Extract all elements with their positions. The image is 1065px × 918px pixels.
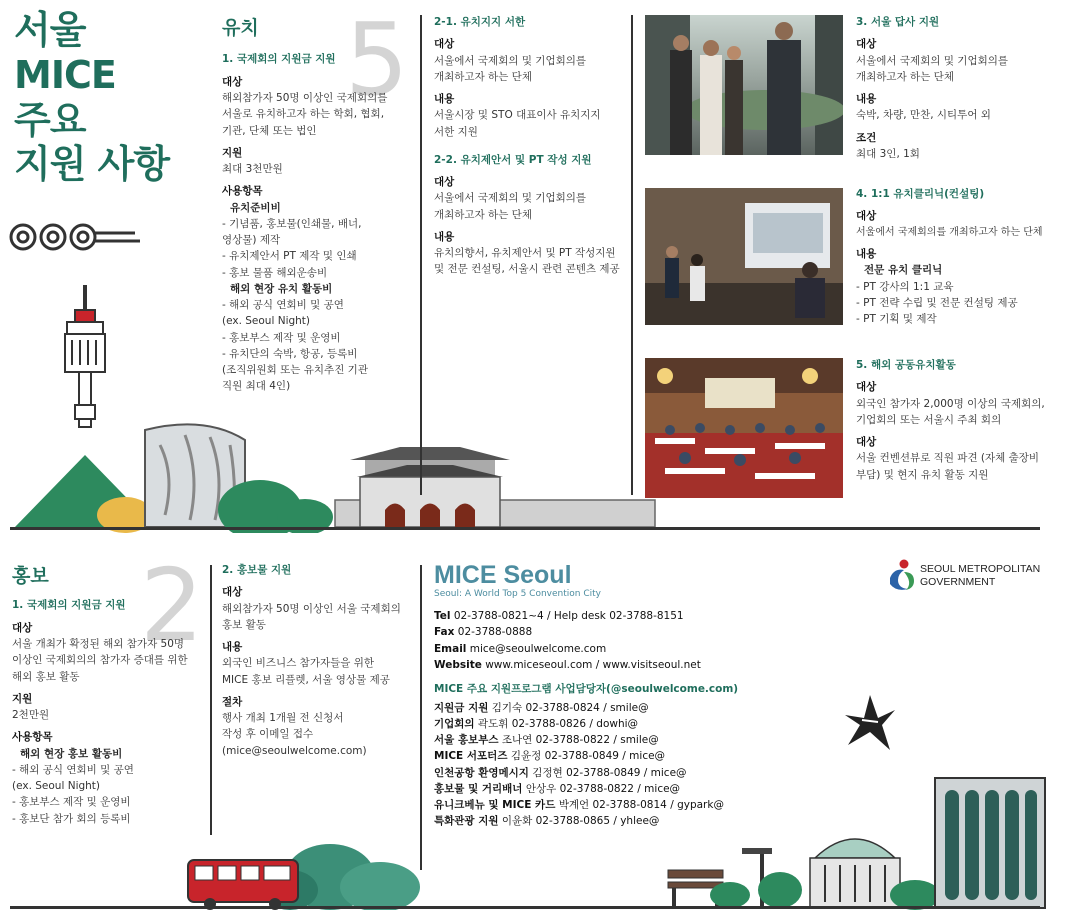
section-number: 5 [345, 1, 409, 118]
website-line: Website www.miceseoul.com / www.visitseoul.net [434, 658, 701, 671]
column-divider [420, 15, 422, 495]
column-divider [631, 15, 633, 495]
consulting-photo [645, 188, 843, 325]
national-assembly-illustration [660, 770, 1060, 910]
bid-column-3a: 3. 서울 답사 지원 대상 서울에서 국제회의 및 기업회의를 개최하고자 하는 단체 내용 숙박, 차량, 만찬, 시티투어 외 조건 최대 3인, 1회 [856, 16, 1009, 160]
manager-row: 홍보물 및 거리배너 안상우 02-3788-0822 / mice@ [434, 782, 681, 795]
bid-column-2: 2-1. 유치지지 서한 대상 서울에서 국제회의 및 기업회의를 개최하고자 하는 단체 내용 서울시장 및 STO 대표이사 유치지지 서한 지원 2-2. 유치제안서 및 PT 작성 지원 대상 서울에서 국제회의 및 기업회의를 개최하고자 하는 단체 내용 유치의향서, 유치제안서 및 PT 작성지원 및 전문 컨설팅, 서울시 관련 콘텐츠 제공 [434, 16, 620, 276]
column-divider [210, 565, 212, 835]
cloud-icon [11, 225, 140, 249]
managers-title: MICE 주요 지원프로그램 사업담당자(@seoulwelcome.com) [434, 683, 739, 696]
bird-icon [840, 690, 900, 760]
fax-line: Fax 02-3788-0888 [434, 626, 533, 639]
bid-column-3b: 4. 1:1 유치클리닉(컨설팅) 대상 서울에서 국제회의를 개최하고자 하는 단체 내용 전문 유치 클리닉 - PT 강사의 1:1 교육 - PT 전략 수립 및 전문 컨설팅 제공 - PT 기획 및 제작 [856, 188, 1043, 326]
bus-illustration [180, 832, 430, 910]
namdaemun-gate-icon [335, 447, 655, 527]
bottom-divider [10, 906, 1040, 909]
section-divider [10, 527, 1040, 530]
mice-seoul-logo: MICE Seoul [434, 561, 572, 589]
tagline: Seoul: A World Top 5 Convention City [434, 589, 601, 600]
manager-row: 인천공항 환영메시지 김정현 02-3788-0849 / mice@ [434, 766, 687, 779]
section-title: 홍보 [12, 565, 49, 587]
label: 대상 [222, 75, 243, 88]
tall-building-icon [935, 778, 1045, 908]
manager-row: MICE 서포터즈 김윤정 02-3788-0849 / mice@ [434, 750, 666, 763]
bid-column-1: 유치 1. 국제회의 지원금 지원 대상 해외참가자 50명 이상인 국제회의를 서울로 유치하고자 하는 학회, 협회, 기관, 단체 또는 법인 지원 최대 3천만원 사용항목 유치준비비 - 기념품, 홍보물(인쇄물, 배너, 영상물) 제작 - 유치제안서 PT 제작 및 인쇄 - 홍보 물품 해외운송비 해외 현장 유치 활동비 - 해외 공식 연회비 및 공연 (ex. Seoul Night) - 홍보부스 제작 및 운영비 - 유치단의 숙박, 항공, 등록비 (조직위원회 또는 유치추진 기관 직원 최대 4인) [222, 14, 412, 395]
manager-row: 기업회의 곽도휘 02-3788-0826 / dowhi@ [434, 717, 639, 730]
seoul-government-logo: SEOUL METROPOLITAN GOVERNMENT [884, 558, 1054, 594]
page-title: 서울 MICE 주요 지원 사항 [14, 8, 170, 187]
subsection-title: 1. 국제회의 지원금 지원 [222, 53, 336, 66]
website-link[interactable]: www.miceseoul.com / www.visitseoul.net [485, 658, 701, 671]
section-number: 2 [140, 547, 204, 664]
email-link[interactable]: mice@seoulwelcome.com [469, 642, 607, 655]
manager-row: 서울 홍보부스 조나연 02-3788-0822 / smile@ [434, 734, 659, 747]
manager-row: 지원금 지원 김기숙 02-3788-0824 / smile@ [434, 701, 649, 714]
email-line: Email mice@seoulwelcome.com [434, 642, 607, 655]
column-divider [420, 565, 422, 870]
bus-icon [188, 860, 298, 910]
conference-photo [645, 358, 843, 498]
manager-row: 유니크베뉴 및 MICE 카드 박계언 02-3788-0814 / gypark@ [434, 799, 724, 812]
bid-column-3c: 5. 해외 공동유치활동 대상 외국인 참가자 2,000명 이상의 국제회의, 기업회의 또는 서울시 주최 회의 대상 서울 컨벤션뷰로 직원 파견 (자체 출장비 부담) 및 현지 유치 활동 지원 [856, 359, 1045, 481]
manager-row: 특화관광 지원 이윤화 02-3788-0865 / yhlee@ [434, 815, 660, 828]
seoul-logo-icon [884, 558, 918, 592]
promo-column-2: 2. 홍보물 지원 대상 해외참가자 50명 이상인 서울 국제회의 홍보 활동 내용 외국인 비즈니스 참가자들을 위한 MICE 홍보 리플렛, 서울 영상물 제공 절차 행사 개최 1개월 전 신청서 작성 후 이메일 접수 (mice@seoulwelcome.com) [222, 564, 401, 757]
site-visit-photo [645, 15, 843, 155]
promo-column-1: 홍보 1. 국제회의 지원금 지원 대상 서울 개최가 확정된 해외 참가자 50명 이상인 국제회의의 참가자 증대를 위한 해외 홍보 활동 지원 2천만원 사용항목 해외 현장 홍보 활동비 - 해외 공식 연회비 및 공연 (ex. Seoul Night) - 홍보부스 제작 및 운영비 - 홍보단 참가 회의 등록비 [12, 562, 202, 827]
namsan-tower-icon [65, 285, 105, 427]
dome-building-icon [810, 839, 900, 908]
section-title: 유치 [222, 17, 259, 39]
tel-line: Tel 02-3788-0821~4 / Help desk 02-3788-8151 [434, 610, 684, 623]
